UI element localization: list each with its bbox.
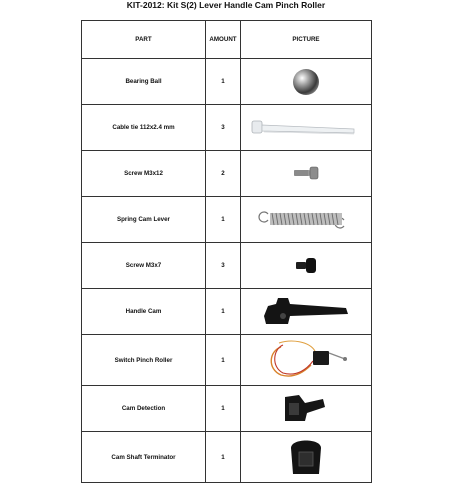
table-row [82,386,372,432]
part-name: Spring Cam Lever [82,197,206,243]
column-header-amount: AMOUNT [206,21,241,59]
part-name: Bearing Ball [82,59,206,105]
part-amount: 1 [206,197,241,243]
part-name: Cam Shaft Terminator [82,432,206,483]
part-amount: 1 [206,432,241,483]
cable-tie-icon [246,110,366,146]
handle-cam-icon [256,292,356,332]
part-amount: 3 [206,105,241,151]
part-amount: 2 [206,151,241,197]
part-amount: 1 [206,335,241,386]
part-picture [241,197,372,243]
screw-m3x12-icon [286,156,326,192]
part-name: Screw M3x7 [82,243,206,289]
part-picture [241,289,372,335]
spring-icon [256,202,356,238]
table-row [82,289,372,335]
part-name: Handle Cam [82,289,206,335]
switch-wire-icon [261,337,351,383]
part-amount: 1 [206,386,241,432]
table-row [82,105,372,151]
part-picture [241,59,372,105]
part-name: Cable tie 112x2.4 mm [82,105,206,151]
part-name: Switch Pinch Roller [82,335,206,386]
part-picture [241,151,372,197]
part-picture [241,105,372,151]
table-row [82,151,372,197]
table-row [82,335,372,386]
part-amount: 1 [206,59,241,105]
steel-ball-icon [286,64,326,100]
cam-detection-icon [271,389,341,429]
part-amount: 3 [206,243,241,289]
document-title: KIT-2012: Kit S(2) Lever Handle Cam Pinch Roller [126,0,326,10]
column-header-part: PART [82,21,206,59]
table-row [82,59,372,105]
part-name: Cam Detection [82,386,206,432]
table-row [82,432,372,483]
part-name: Screw M3x12 [82,151,206,197]
table-row [82,243,372,289]
part-picture [241,432,372,483]
parts-table [81,20,372,483]
header-row [82,21,372,59]
part-amount: 1 [206,289,241,335]
shaft-terminator-icon [281,434,331,480]
part-picture [241,243,372,289]
part-picture [241,386,372,432]
table-row [82,197,372,243]
part-picture [241,335,372,386]
screw-m3x7-icon [286,248,326,284]
column-header-picture: PICTURE [241,21,372,59]
